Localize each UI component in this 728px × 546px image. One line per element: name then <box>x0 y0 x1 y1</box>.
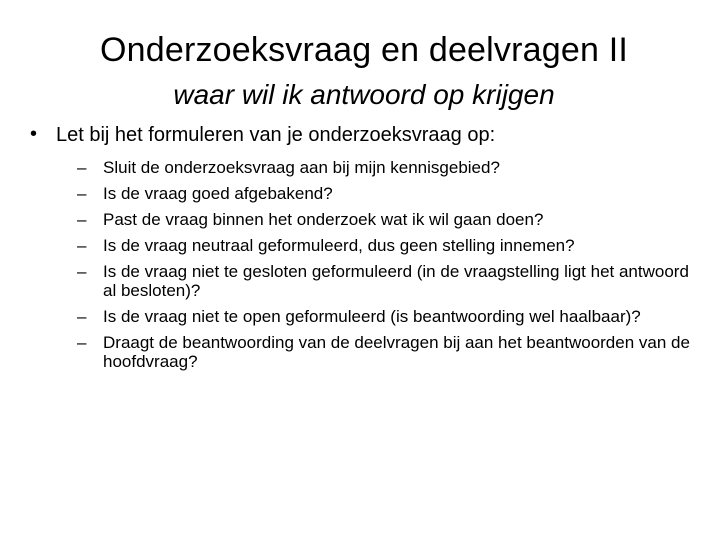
dash-icon: – <box>77 158 87 177</box>
sub-bullet-text: Sluit de onderzoeksvraag aan bij mijn kennisgebied? <box>103 158 500 177</box>
slide-content <box>30 123 700 378</box>
sub-bullet-text: Is de vraag niet te open geformuleerd (is beantwoording wel haalbaar)? <box>103 307 641 326</box>
sub-bullet-item <box>30 158 700 177</box>
sub-bullet-text: Past de vraag binnen het onderzoek wat ik wil gaan doen? <box>103 210 544 229</box>
sub-bullet-text: Is de vraag goed afgebakend? <box>103 184 333 203</box>
sub-bullet-list <box>30 158 700 371</box>
main-bullet-text: Let bij het formuleren van je onderzoeksvraag op: <box>56 124 496 146</box>
sub-bullet-item <box>30 262 700 300</box>
slide-title: Onderzoeksvraag en deelvragen II <box>99 31 629 69</box>
sub-bullet-item <box>30 307 700 326</box>
sub-bullet-text: Draagt de beantwoording van de deelvragen bij aan het beantwoorden van de hoofdvraag? <box>103 333 690 371</box>
dash-icon: – <box>77 210 87 229</box>
sub-bullet-item <box>30 333 700 371</box>
dash-icon: – <box>77 236 87 255</box>
slide-subtitle: waar wil ik antwoord op krijgen <box>173 79 555 110</box>
main-bullet <box>30 123 700 147</box>
dash-icon: – <box>77 307 87 326</box>
sub-bullet-item <box>30 236 700 255</box>
sub-bullet-item <box>30 184 700 203</box>
dash-icon: – <box>77 333 87 352</box>
bullet-icon: • <box>30 123 38 145</box>
title-block <box>40 30 688 112</box>
sub-bullet-text: Is de vraag neutraal geformuleerd, dus geen stelling innemen? <box>103 236 575 255</box>
dash-icon: – <box>77 262 87 281</box>
sub-bullet-item <box>30 210 700 229</box>
sub-bullet-text: Is de vraag niet te gesloten geformuleerd (in de vraagstelling ligt het antwoord al besloten)? <box>103 262 689 300</box>
dash-icon: – <box>77 184 87 203</box>
